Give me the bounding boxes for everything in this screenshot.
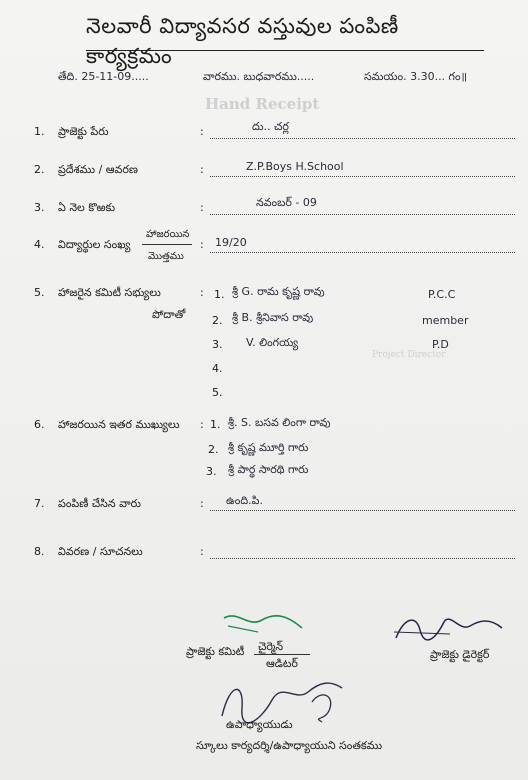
teacher-label: ఉపాధ్యాయుడు (226, 718, 293, 731)
colon: : (200, 125, 204, 138)
list-number: 1. (210, 418, 221, 431)
row-number: 5. (34, 286, 45, 299)
attended-label: హాజరయిన (146, 229, 190, 240)
row-number: 1. (34, 125, 45, 138)
committee-member-role: P.D (432, 338, 449, 351)
distributed-by-value: ఉంది.పి. (226, 494, 263, 507)
dotted-line (210, 214, 515, 215)
colon: : (200, 238, 204, 251)
list-number: 5. (212, 386, 223, 399)
colon: : (200, 201, 204, 214)
colon: : (200, 497, 204, 510)
colon: : (200, 418, 204, 431)
dotted-line (210, 510, 515, 511)
date-field: తేది. 25-11-09..... (58, 70, 149, 83)
row-number: 6. (34, 418, 45, 431)
document-title: నెలవారీ విద్యావసర వస్తువుల పంపిణీ కార్యక్రమం (86, 14, 399, 68)
project-director-label: ప్రాజెక్టు డైరెక్టర్ (430, 648, 490, 661)
signature-divider (254, 654, 310, 655)
colon: : (200, 545, 204, 558)
committee-member-name: V. లింగయ్య (246, 336, 299, 349)
green-signature (218, 606, 308, 636)
row-number: 3. (34, 201, 45, 214)
colon: : (200, 286, 204, 299)
chairman-label: చైర్మెన్ (258, 640, 284, 653)
row-number: 8. (34, 545, 45, 558)
list-number: 3. (206, 465, 217, 478)
committee-members-label-2: పోదాతో (152, 308, 186, 321)
committee-label: ప్రాజెక్టు కమిటీ (186, 645, 245, 658)
committee-member-role: member (422, 314, 469, 327)
list-number: 2. (208, 443, 219, 456)
project-name-value: దు.. చర్ల (252, 120, 289, 133)
row-number: 4. (34, 238, 45, 251)
student-count-label: విద్యార్థుల సంఖ్య (58, 238, 131, 251)
day-field: వారము. బుధవారము..... (203, 70, 315, 83)
dotted-line (210, 252, 515, 253)
attendee-name: శ్రీ. S. బసవ లింగా రావు (228, 416, 331, 429)
colon: : (200, 163, 204, 176)
month-label: ఏ నెల కొఱకు (58, 201, 116, 214)
committee-members-label: హాజరైన కమిటీ సభ్యులు (58, 286, 161, 299)
director-signature (390, 608, 508, 648)
fraction-bar (142, 244, 192, 245)
distributed-by-label: పంపిణీ చేసిన వారు (58, 497, 141, 510)
attendee-name: శ్రీ పార్థ సారథి గారు (228, 463, 309, 476)
list-number: 4. (212, 362, 223, 375)
committee-member-role: P.C.C (428, 288, 456, 301)
total-label: మొత్తము (148, 251, 184, 262)
bleed-through-heading: Hand Receipt (205, 95, 320, 113)
attendee-name: శ్రీ కృష్ణ మూర్తి గారు (228, 441, 309, 454)
project-name-label: ప్రాజెక్టు పేరు (58, 125, 109, 138)
row-number: 2. (34, 163, 45, 176)
student-count-value: 19/20 (215, 236, 247, 249)
dotted-line (210, 176, 515, 177)
list-number: 1. (214, 288, 225, 301)
list-number: 3. (212, 338, 223, 351)
dotted-line (210, 138, 515, 139)
bleed-through-caption: Project Director (372, 350, 446, 360)
time-field: సమయం. 3.30... గం॥ (364, 70, 468, 83)
school-secretary-label: స్కూలు కార్యదర్శి/ఉపాధ్యాయుని సంతకము (196, 739, 383, 752)
other-attendees-label: హాజరయిన ఇతర ముఖ్యులు (58, 418, 180, 431)
month-value: నవంబర్ - 09 (256, 196, 317, 209)
row-number: 7. (34, 497, 45, 510)
auditor-label: ఆడిటర్ (266, 657, 298, 670)
committee-member-name: శ్రీ B. శ్రీనివాస రావు (232, 311, 314, 324)
committee-member-name: శ్రీ G. రామ కృష్ణ రావు (232, 285, 325, 298)
dotted-line (210, 558, 515, 559)
title-underline (86, 50, 484, 51)
location-value: Z.P.Boys H.School (246, 160, 344, 173)
remarks-label: వివరణ / సూచనలు (58, 545, 143, 558)
location-label: ప్రదేశము / ఆవరణ (58, 163, 138, 176)
list-number: 2. (212, 314, 223, 327)
